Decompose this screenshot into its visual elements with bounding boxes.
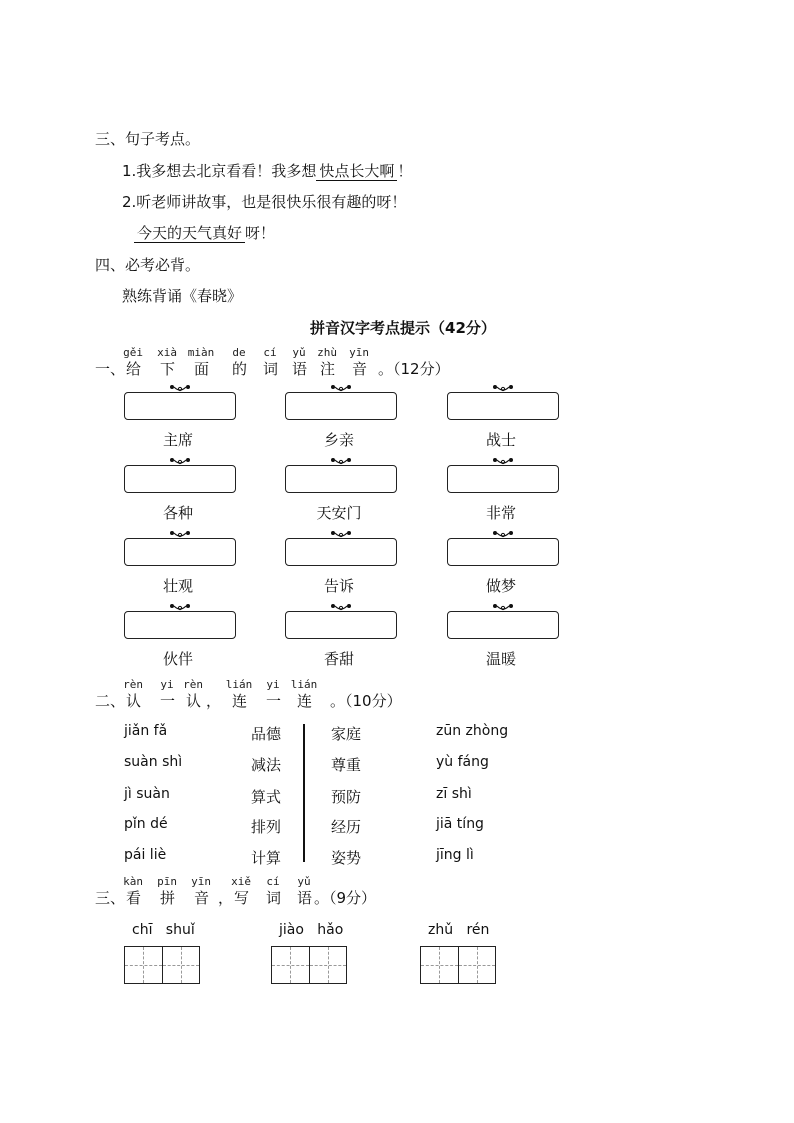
left-word: 算式 bbox=[251, 788, 282, 806]
right-word: 预防 bbox=[331, 788, 362, 806]
word-label: 战士 bbox=[485, 431, 516, 449]
word-label: 香甜 bbox=[323, 650, 354, 668]
writing-grid bbox=[420, 946, 496, 984]
sentence-3-answer: 今天的天气真好 bbox=[134, 224, 245, 243]
writing-cell bbox=[310, 947, 347, 983]
q3-prefix: 三、 bbox=[95, 889, 126, 907]
left-pinyin: pái liè bbox=[124, 847, 167, 863]
right-word: 姿势 bbox=[331, 849, 362, 867]
right-word: 家庭 bbox=[331, 725, 362, 743]
q1-char: 词 bbox=[263, 360, 279, 378]
left-word: 减法 bbox=[251, 756, 282, 774]
bow-knot-icon bbox=[330, 603, 350, 611]
q1-suffix: 。（12分） bbox=[378, 360, 450, 378]
q3-suffix: 。（9分） bbox=[314, 889, 377, 907]
bow-knot-icon bbox=[492, 530, 512, 538]
bow-knot-icon bbox=[169, 603, 189, 611]
bow-knot-icon bbox=[492, 603, 512, 611]
q2-pinyin: yi bbox=[160, 678, 174, 691]
section-3-heading: 三、句子考点。 bbox=[95, 130, 201, 148]
q1-char: 注 bbox=[320, 360, 336, 378]
pinyin-answer-box bbox=[285, 465, 397, 493]
q3-pinyin: pīn bbox=[157, 875, 177, 888]
pinyin-answer-box bbox=[285, 611, 397, 639]
bow-knot-icon bbox=[169, 384, 189, 392]
word-label: 壮观 bbox=[162, 577, 193, 595]
bow-knot-icon bbox=[330, 530, 350, 538]
q2-char: 认 bbox=[186, 692, 202, 710]
writing-cell bbox=[459, 947, 496, 983]
q3-char: 语 bbox=[297, 889, 313, 907]
writing-cell bbox=[163, 947, 200, 983]
pinyin-answer-box bbox=[285, 538, 397, 566]
q3-pinyin: chī shuǐ bbox=[132, 922, 195, 938]
q3-char: 词 bbox=[266, 889, 282, 907]
pinyin-answer-box bbox=[124, 465, 236, 493]
q2-pinyin: lián bbox=[290, 678, 318, 691]
q1-pinyin: cí bbox=[263, 346, 277, 359]
q2-prefix: 二、 bbox=[95, 692, 126, 710]
q3-pinyin: yīn bbox=[191, 875, 211, 888]
left-pinyin: jiǎn fǎ bbox=[124, 723, 168, 739]
q1-pinyin: miàn bbox=[187, 346, 215, 359]
q3-pinyin: cí bbox=[266, 875, 280, 888]
q3-char: ， bbox=[218, 889, 234, 907]
q2-char: 一 bbox=[266, 692, 282, 710]
divider-line bbox=[303, 724, 305, 862]
left-word: 计算 bbox=[251, 849, 282, 867]
q1-pinyin: yǔ bbox=[292, 346, 306, 359]
word-label: 非常 bbox=[485, 504, 516, 522]
q1-char: 的 bbox=[232, 360, 248, 378]
page-title: 拼音汉字考点提示（42分） bbox=[310, 319, 496, 337]
writing-grid bbox=[124, 946, 200, 984]
sentence-1-answer: 快点长大啊 bbox=[316, 162, 397, 181]
q3-pinyin: kàn bbox=[123, 875, 143, 888]
q1-pinyin: yīn bbox=[349, 346, 369, 359]
bow-knot-icon bbox=[492, 384, 512, 392]
word-label: 告诉 bbox=[323, 577, 354, 595]
q2-pinyin: rèn bbox=[123, 678, 143, 691]
q2-char: 连 bbox=[232, 692, 248, 710]
q1-pinyin: de bbox=[232, 346, 246, 359]
right-pinyin: jīng lì bbox=[436, 847, 474, 863]
q3-char: 拼 bbox=[160, 889, 176, 907]
bow-knot-icon bbox=[169, 457, 189, 465]
q1-prefix: 一、 bbox=[95, 360, 126, 378]
left-pinyin: pǐn dé bbox=[124, 816, 168, 832]
q3-pinyin: jiào hǎo bbox=[279, 922, 344, 938]
q1-char: 音 bbox=[352, 360, 368, 378]
q1-pinyin: xià bbox=[157, 346, 177, 359]
q2-pinyin: yi bbox=[266, 678, 280, 691]
q2-char: 一 bbox=[160, 692, 176, 710]
bow-knot-icon bbox=[330, 384, 350, 392]
sentence-1-end: ！ bbox=[397, 162, 413, 180]
writing-cell bbox=[421, 947, 459, 983]
right-pinyin: yù fáng bbox=[436, 754, 489, 770]
left-word: 品德 bbox=[251, 725, 282, 743]
sentence-3-end: 呀！ bbox=[245, 224, 276, 242]
right-pinyin: zī shì bbox=[436, 786, 472, 802]
q3-char: 看 bbox=[126, 889, 142, 907]
q2-char: ， bbox=[206, 692, 222, 710]
word-label: 各种 bbox=[162, 504, 193, 522]
pinyin-answer-box bbox=[124, 538, 236, 566]
q3-char: 音 bbox=[194, 889, 210, 907]
word-label: 天安门 bbox=[316, 504, 362, 522]
sentence-1-text: 1.我多想去北京看看！我多想 bbox=[122, 162, 317, 180]
bow-knot-icon bbox=[492, 457, 512, 465]
writing-cell bbox=[125, 947, 163, 983]
sentence-3 bbox=[134, 222, 275, 243]
writing-cell bbox=[272, 947, 310, 983]
pinyin-answer-box bbox=[447, 538, 559, 566]
q1-char: 面 bbox=[194, 360, 210, 378]
left-pinyin: suàn shì bbox=[124, 754, 183, 770]
q1-pinyin: zhù bbox=[317, 346, 337, 359]
q2-pinyin: rèn bbox=[183, 678, 203, 691]
q3-pinyin: yǔ bbox=[297, 875, 311, 888]
q2-pinyin: lián bbox=[225, 678, 253, 691]
pinyin-answer-box bbox=[285, 392, 397, 420]
word-label: 做梦 bbox=[485, 577, 516, 595]
right-pinyin: jiā tíng bbox=[436, 816, 484, 832]
bow-knot-icon bbox=[169, 530, 189, 538]
left-pinyin: jì suàn bbox=[124, 786, 170, 802]
bow-knot-icon bbox=[330, 457, 350, 465]
q2-char: 连 bbox=[297, 692, 313, 710]
word-label: 乡亲 bbox=[323, 431, 354, 449]
writing-grid bbox=[271, 946, 347, 984]
word-label: 主席 bbox=[162, 431, 193, 449]
section-4-line: 熟练背诵《春晓》 bbox=[122, 287, 243, 305]
pinyin-answer-box bbox=[124, 611, 236, 639]
left-word: 排列 bbox=[251, 818, 282, 836]
q1-char: 下 bbox=[160, 360, 176, 378]
pinyin-answer-box bbox=[447, 392, 559, 420]
word-label: 温暖 bbox=[485, 650, 516, 668]
q3-char: 写 bbox=[234, 889, 250, 907]
q2-suffix: 。（10分） bbox=[330, 692, 402, 710]
word-label: 伙伴 bbox=[162, 650, 193, 668]
pinyin-answer-box bbox=[447, 611, 559, 639]
q3-pinyin: zhǔ rén bbox=[428, 922, 490, 938]
right-word: 经历 bbox=[331, 818, 362, 836]
q1-pinyin: gěi bbox=[123, 346, 143, 359]
sentence-1 bbox=[122, 160, 412, 181]
right-word: 尊重 bbox=[331, 756, 362, 774]
right-pinyin: zūn zhòng bbox=[436, 723, 509, 739]
q3-pinyin: xiě bbox=[231, 875, 251, 888]
q1-char: 语 bbox=[292, 360, 308, 378]
section-4-heading: 四、必考必背。 bbox=[95, 256, 201, 274]
q2-char: 认 bbox=[126, 692, 142, 710]
pinyin-answer-box bbox=[124, 392, 236, 420]
pinyin-answer-box bbox=[447, 465, 559, 493]
q1-char: 给 bbox=[126, 360, 142, 378]
sentence-2: 2.听老师讲故事，也是很快乐很有趣的呀！ bbox=[122, 193, 407, 211]
